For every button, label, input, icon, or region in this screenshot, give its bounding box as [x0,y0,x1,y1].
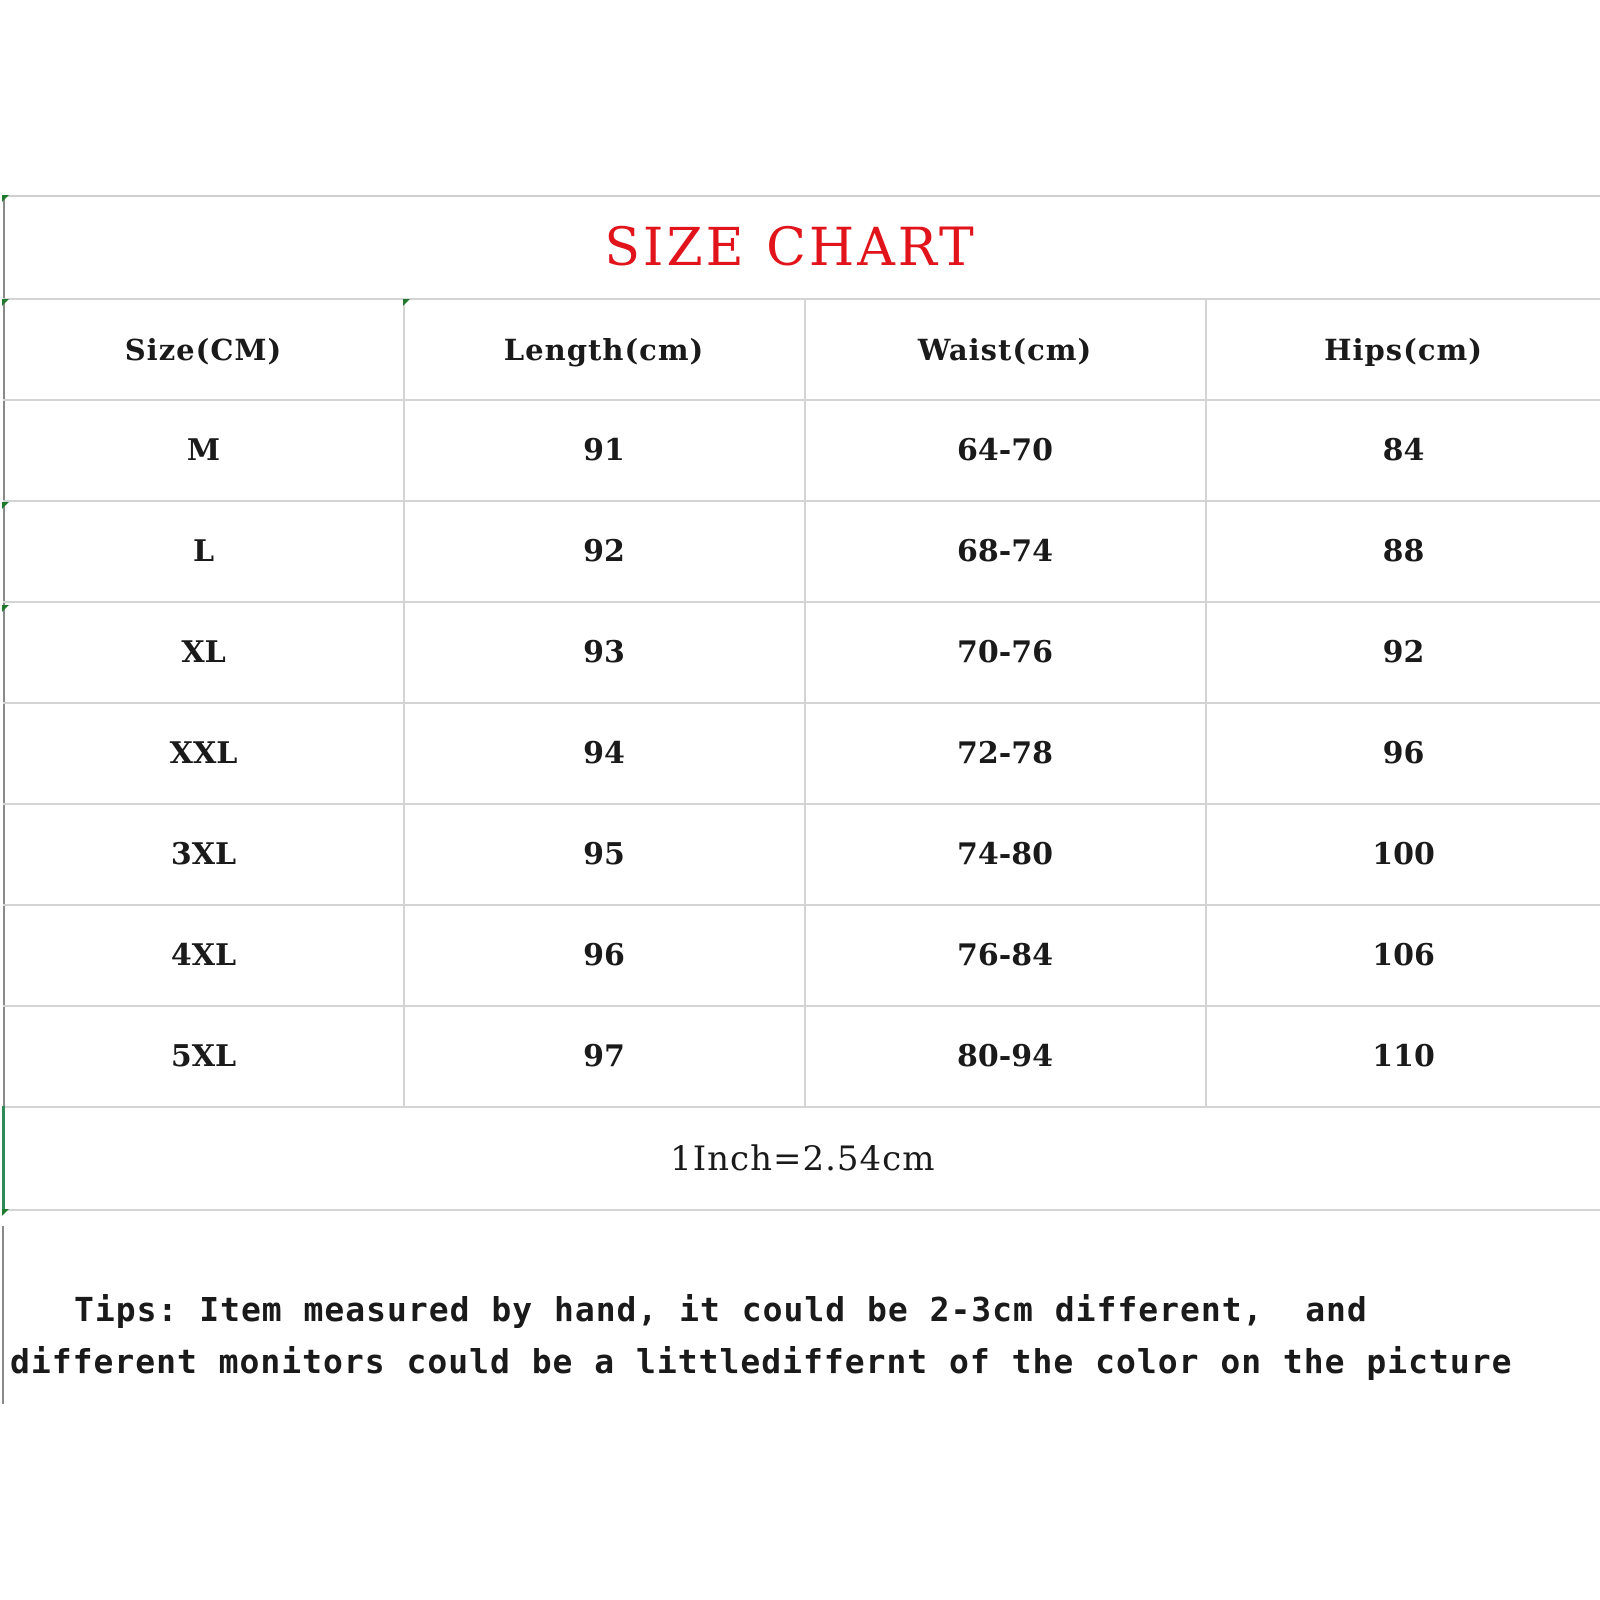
size-cell: 5XL [4,1006,404,1107]
table-row [4,703,1600,804]
waist-cell: 64-70 [805,400,1206,501]
header-length: Length(cm) [404,299,805,400]
length-cell: 96 [404,905,805,1006]
waist-cell: 80-94 [805,1006,1206,1107]
title-row [4,196,1600,299]
length-cell: 94 [404,703,805,804]
waist-cell: 68-74 [805,501,1206,602]
waist-cell: 72-78 [805,703,1206,804]
comment-marker-icon [403,299,410,306]
chart-title: SIZE CHART [604,217,977,278]
size-cell: XL [4,602,404,703]
table-row [4,905,1600,1006]
table-row [4,602,1600,703]
length-cell: 95 [404,804,805,905]
size-chart-table [2,195,1600,1211]
header-waist: Waist(cm) [805,299,1206,400]
tips-note [2,1226,1600,1404]
title-cell [4,196,1600,299]
hips-cell: 110 [1206,1006,1600,1107]
size-cell: 3XL [4,804,404,905]
conversion-row [4,1107,1600,1210]
length-cell: 97 [404,1006,805,1107]
comment-marker-icon [2,502,9,509]
conversion-note: 1Inch=2.54cm [4,1107,1600,1210]
size-chart-sheet [2,195,1600,1211]
size-cell: L [4,501,404,602]
header-hips: Hips(cm) [1206,299,1600,400]
hips-cell: 88 [1206,501,1600,602]
hips-cell: 100 [1206,804,1600,905]
waist-cell: 76-84 [805,905,1206,1006]
table-row [4,400,1600,501]
size-cell: M [4,400,404,501]
tips-line-2: different monitors could be a littlediffernt of the color on the picture [10,1342,1513,1381]
hips-cell: 106 [1206,905,1600,1006]
table-row [4,1006,1600,1107]
header-row [4,299,1600,400]
comment-marker-icon [2,195,9,202]
comment-marker-icon [2,299,9,306]
tips-line-1: Tips: Item measured by hand, it could be 2-3cm different, and [74,1290,1368,1329]
waist-cell: 70-76 [805,602,1206,703]
table-row [4,501,1600,602]
length-cell: 92 [404,501,805,602]
size-cell: XXL [4,703,404,804]
waist-cell: 74-80 [805,804,1206,905]
length-cell: 91 [404,400,805,501]
header-size: Size(CM) [4,299,404,400]
hips-cell: 92 [1206,602,1600,703]
size-cell: 4XL [4,905,404,1006]
comment-marker-icon [2,605,9,612]
hips-cell: 96 [1206,703,1600,804]
table-row [4,804,1600,905]
hips-cell: 84 [1206,400,1600,501]
length-cell: 93 [404,602,805,703]
comment-marker-icon [2,1209,9,1216]
